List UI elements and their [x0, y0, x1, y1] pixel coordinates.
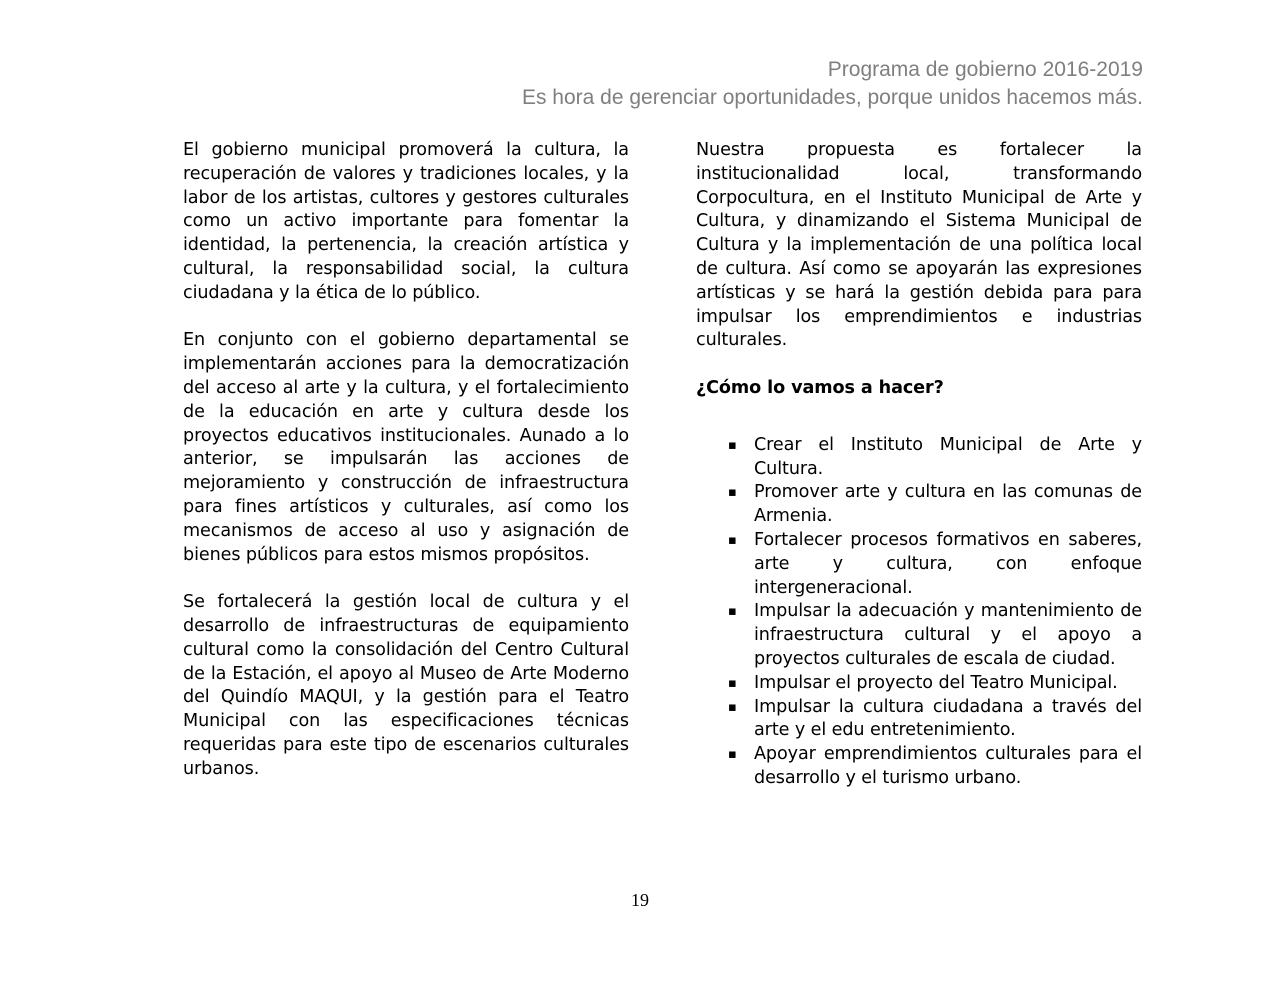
header-slogan: Es hora de gerenciar oportunidades, porque unidos hacemos más. — [521, 86, 1143, 109]
list-item — [728, 481, 1142, 529]
square-bullet-icon: ▪ — [728, 532, 737, 548]
list-item — [728, 600, 1142, 671]
list-item — [728, 743, 1142, 791]
square-bullet-icon: ▪ — [728, 604, 737, 620]
section-heading: ¿Cómo lo vamos a hacer? — [696, 377, 944, 398]
action-list — [696, 434, 1142, 791]
paragraph-departmental-actions: En conjunto con el gobierno departamental se implementarán acciones para la democratización del acceso al arte y la cultura, y el fortalecimiento de la educación en arte y cultura desde los proyectos educativos institucionales. Aunado a lo anterior, se impulsarán las acciones de mejoramiento y construcción de infraestructura para fines artísticos y culturales, así como los mecanismos de acceso al uso y asignación de bienes públicos para estos mismos propósitos. — [183, 330, 629, 565]
square-bullet-icon: ▪ — [728, 675, 737, 691]
square-bullet-icon: ▪ — [728, 699, 737, 715]
list-item-text: Impulsar la cultura ciudadana a través del arte y el edu entretenimiento. — [754, 696, 1142, 741]
list-item-text: Impulsar la adecuación y mantenimiento de infraestructura cultural y el apoyo a proyectos culturales de escala de ciudad. — [754, 601, 1142, 669]
list-item — [728, 696, 1142, 744]
list-item — [728, 434, 1142, 482]
list-item-text: Promover arte y cultura en las comunas de Armenia. — [754, 482, 1142, 527]
list-item-text: Fortalecer procesos formativos en saberes, arte y cultura, con enfoque intergeneracional. — [754, 529, 1142, 598]
square-bullet-icon: ▪ — [728, 485, 737, 501]
right-column — [696, 139, 1142, 791]
square-bullet-icon: ▪ — [728, 747, 737, 763]
list-item — [728, 672, 1142, 696]
list-item — [728, 529, 1142, 600]
list-item-text: Apoyar emprendimientos culturales para el desarrollo y el turismo urbano. — [754, 744, 1142, 788]
header-program-title: Programa de gobierno 2016-2019 — [827, 58, 1143, 81]
list-item-text: Crear el Instituto Municipal de Arte y Cultura. — [754, 434, 1142, 479]
paragraph-proposal: Nuestra propuesta es fortalecer la institucionalidad local, transformando Corpocultura, en el Instituto Municipal de Arte y Cultura, y dinamizando el Sistema Municipal de Cultura y la implementación de una política local de cultura. Así como se apoyarán las expresiones artísticas y se hará la gestión debida para para impulsar los emprendimientos e industrias culturales. — [696, 140, 1142, 351]
paragraph-culture-promotion: El gobierno municipal promoverá la cultura, la recuperación de valores y tradiciones locales, y la labor de los artistas, cultores y gestores culturales como un activo importante para fomentar la identidad, la pertenencia, la creación artística y cultural, la responsabilidad social, la cultura ciudadana y la ética de lo público. — [183, 140, 629, 303]
paragraph-local-management: Se fortalecerá la gestión local de cultura y el desarrollo de infraestructuras de equipamiento cultural como la consolidación del Centro Cultural de la Estación, el apoyo al Museo de Arte Moderno del Quindío MAQUI, y la gestión para el Teatro Municipal con las especificaciones técnicas requeridas para este tipo de escenarios culturales urbanos. — [183, 592, 629, 779]
square-bullet-icon: ▪ — [728, 437, 737, 453]
page-number: 19 — [631, 890, 649, 910]
left-column — [183, 139, 629, 805]
page-header — [522, 56, 1143, 112]
list-item-text: Impulsar el proyecto del Teatro Municipal. — [754, 672, 1118, 693]
